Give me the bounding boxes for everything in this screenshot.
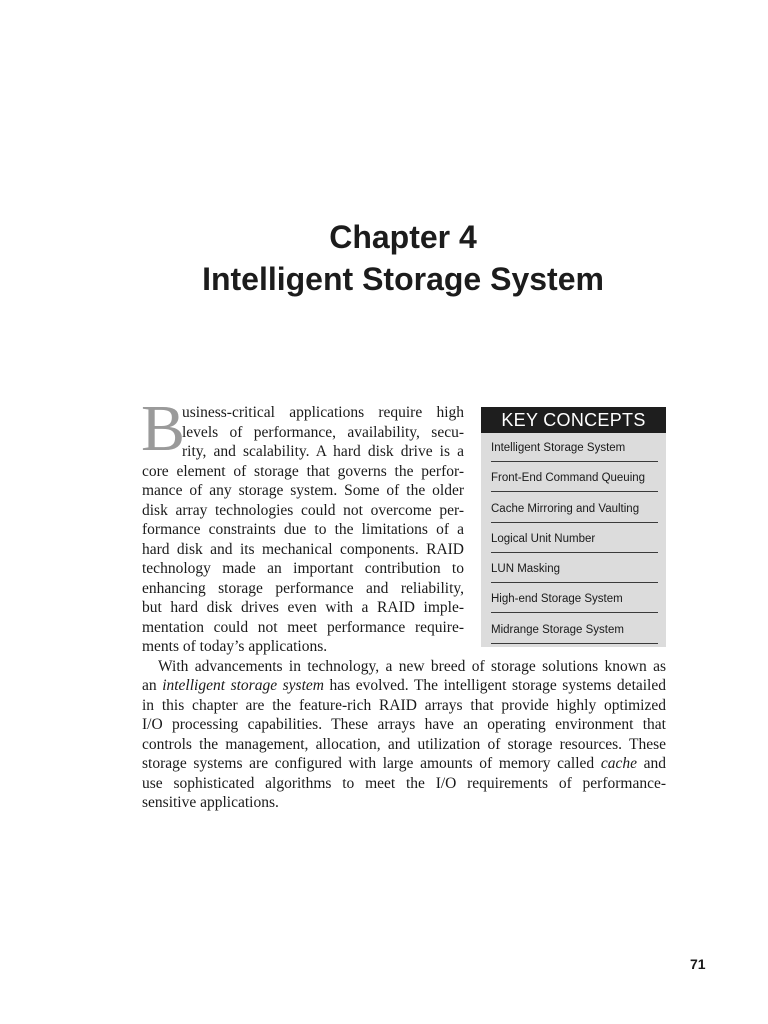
intro-line: usiness-critical applications require high xyxy=(182,404,464,421)
body-line: in this chapter are the feature-rich RAID arrays that provide highly optimized xyxy=(142,696,666,714)
key-concept-item: Midrange Storage System xyxy=(491,615,658,644)
body-line: an intelligent storage system has evolved. The intelligent storage systems detailed xyxy=(142,677,666,694)
key-concepts-header: KEY CONCEPTS xyxy=(481,407,666,433)
drop-cap: B xyxy=(141,392,186,465)
chapter-number: Chapter 4 xyxy=(329,219,477,255)
intro-line: disk array technologies could not overcome per- xyxy=(142,501,464,519)
intro-line: formance constraints due to the limitations of a xyxy=(142,521,464,538)
body-line: storage systems are configured with large amounts of memory called cache and xyxy=(142,755,666,772)
body-line: With advancements in technology, a new breed of storage solutions known as xyxy=(158,657,666,675)
body-line: use sophisticated algorithms to meet the I/O requirements of performance- xyxy=(142,774,666,792)
intro-line: but hard disk drives even with a RAID imple- xyxy=(142,599,464,616)
body-line: sensitive applications. xyxy=(142,794,279,811)
emphasis-term: cache xyxy=(600,755,637,772)
key-concept-item: Intelligent Storage System xyxy=(491,433,658,462)
emphasis-term: intelligent storage system xyxy=(162,677,324,694)
chapter-heading xyxy=(0,216,768,300)
page-number: 71 xyxy=(690,956,706,972)
key-concept-item: High-end Storage System xyxy=(491,584,658,613)
intro-line: rity, and scalability. A hard disk drive is a xyxy=(182,443,464,460)
key-concept-item: Logical Unit Number xyxy=(491,524,658,553)
intro-line: enhancing storage performance and reliability, xyxy=(142,579,464,597)
key-concept-item: Cache Mirroring and Vaulting xyxy=(491,494,658,523)
intro-line: technology made an important contribution to xyxy=(142,560,464,577)
intro-line: ments of today’s applications. xyxy=(142,638,328,655)
body-line: controls the management, allocation, and utilization of storage resources. These xyxy=(142,735,666,753)
key-concept-item: Front-End Command Queuing xyxy=(491,463,658,492)
intro-line: mentation could not meet performance require- xyxy=(142,618,464,636)
intro-line: hard disk and its mechanical components. RAID xyxy=(142,540,464,558)
key-concepts-list xyxy=(481,433,666,644)
intro-line: mance of any storage system. Some of the older xyxy=(142,482,464,499)
chapter-title: Intelligent Storage System xyxy=(202,261,604,297)
body-line: I/O processing capabilities. These arrays have an operating environment that xyxy=(142,716,666,733)
intro-line: levels of performance, availability, secu- xyxy=(182,423,464,441)
key-concept-item: LUN Masking xyxy=(491,554,658,583)
key-concepts-box xyxy=(481,407,666,647)
intro-line: core element of storage that governs the perfor- xyxy=(142,462,464,480)
